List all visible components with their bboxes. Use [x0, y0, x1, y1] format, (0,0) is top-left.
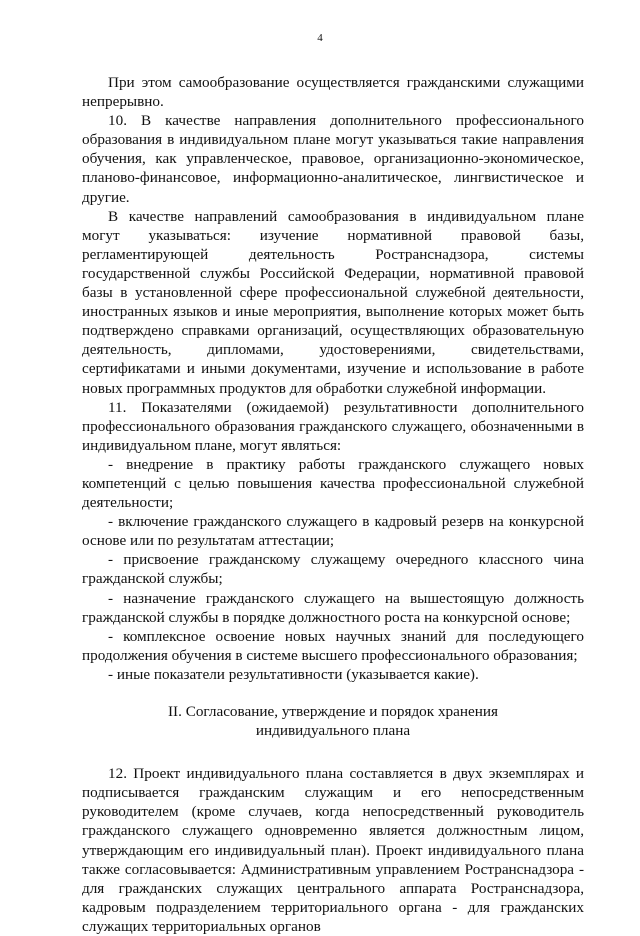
- section-heading-line-1: II. Согласование, утверждение и порядок хранения: [167, 703, 498, 720]
- list-item-class-rank: - присвоение гражданскому служащему очередного классного чина гражданской службы;: [82, 551, 584, 588]
- list-item-other-indicators: - иные показатели результативности (указывается какие).: [108, 665, 479, 683]
- paragraph-self-education-directions: В качестве направлений самообразования в индивидуальном плане могут указываться: изучение нормативной правовой базы, регламентирующей деятельность Ространснадзора, системы государственной службы Российской Федерации, нормативной правовой базы в установленной сфере профессиональной служебной деятельности, иностранных языков и иные мероприятия, выполнение которых может быть подтверждено справками организаций, осуществляющих образовательную деятельность, дипломами, удостоверениями, свидетельствами, сертификатами и иными документами, изучение и использование в работе новых программных продуктов для обработки служебной информации.: [82, 207, 584, 397]
- list-item-further-education: - комплексное освоение новых научных знаний для последующего продолжения обучения в системе высшего профессионального образования;: [82, 627, 584, 664]
- paragraph-12-plan-approval: 12. Проект индивидуального плана составляется в двух экземплярах и подписывается гражданским служащим и его непосредственным руководителем (кроме случаев, когда непосредственный руководитель гражданского служащего одновременно является должностным лицом, утверждающим его индивидуальный план). Проект индивидуального плана также согласовывается: Административным управлением Ространснадзора - для гражданских служащих центрального аппарата Ространснадзора, кадровым подразделением территориального органа - для гражданских служащих территориальных органов: [82, 765, 584, 935]
- document-body: [82, 73, 584, 936]
- section-spacer: [82, 740, 584, 764]
- paragraph-10-education-directions: 10. В качестве направления дополнительного профессионального образования в индивидуальном плане могут указываться такие направления обучения, как управленческое, правовое, организационно-экономическое, планово-финансовое, информационно-аналитическое, лингвистическое и другие.: [82, 112, 584, 206]
- list-item-promotion: - назначение гражданского служащего на вышестоящую должность гражданской службы в порядке должностного роста на конкурсной основе;: [82, 589, 584, 626]
- section-heading: [82, 702, 584, 740]
- page-number: 4: [317, 32, 323, 44]
- section-heading-line-2: индивидуального плана: [255, 722, 411, 740]
- paragraph-11-effectiveness-indicators: 11. Показателями (ожидаемой) результативности дополнительного профессионального образования гражданского служащего, обозначенными в индивидуальном плане, могут являться:: [82, 398, 584, 454]
- paragraph-self-education-continuous: При этом самообразование осуществляется гражданскими служащими непрерывно.: [82, 74, 584, 111]
- list-item-new-competencies: - внедрение в практику работы гражданского служащего новых компетенций с целью повышения качества профессиональной служебной деятельности;: [82, 455, 584, 512]
- list-item-personnel-reserve: - включение гражданского служащего в кадровый резерв на конкурсной основе или по результатам аттестации;: [82, 513, 584, 550]
